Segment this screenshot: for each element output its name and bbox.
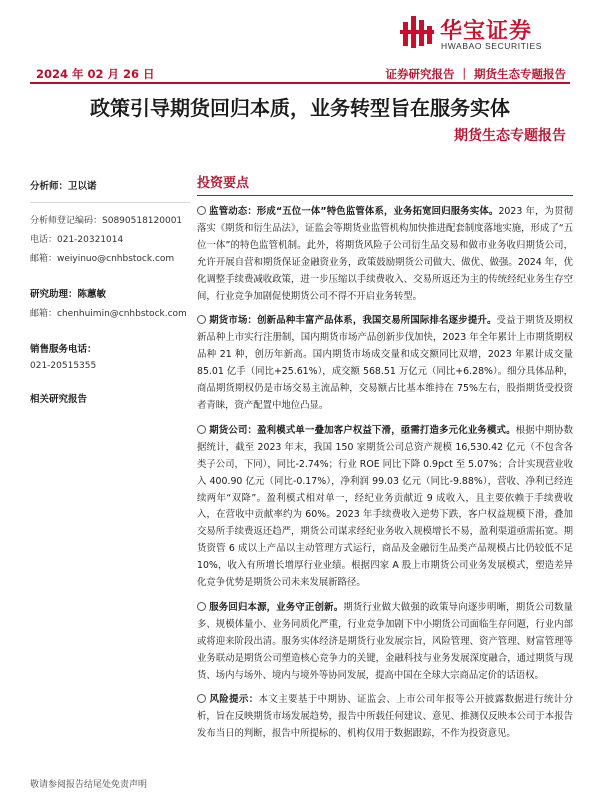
paragraph-risk xyxy=(197,692,573,743)
report-series: 证券研究报告 ｜ 期货生态专题报告 xyxy=(385,67,566,81)
paragraph-market xyxy=(197,313,573,414)
paragraph-lead: 监管动态：形成“五位一体”特色监管体系，业务拓宽回归服务实体。 xyxy=(209,206,499,217)
header-bar xyxy=(30,62,570,84)
paragraph-text: 2023 年，为贯彻落实《期货和衍生品法》，证监会等期货业监管机构加快推进配套制度落地实施，形成了“五位一体”的特色监管机制。此外，将期货风险子公司衍生品交易和做市业务收归期货公司，允许开展自营和期货保证金融资业务，政策鼓励期货公司做大、做优、做强。2024 年，优化调整手续费减收政策，进一步压缩以手续费收入、交易所返还为主的传统经纪业务生存空间，行业竞争加剧促使期货公司不得不开启业务转型。 xyxy=(197,206,574,302)
paragraph-regulation xyxy=(197,204,573,305)
analyst-heading: 分析师：卫以诺 xyxy=(30,181,97,192)
author-sidebar xyxy=(30,178,190,421)
circle-bullet-icon xyxy=(197,315,206,324)
assistant-email: 邮箱：chenhuimin@cnhbstock.com xyxy=(30,309,187,319)
circle-bullet-icon xyxy=(197,602,206,611)
circle-bullet-icon xyxy=(197,694,206,703)
report-date: 2024 年 02 月 26 日 xyxy=(36,67,155,81)
paragraph-lead: 期货市场：创新品种丰富产品体系，我国交易所国际排名逐步提升。 xyxy=(209,315,497,327)
paragraph-lead: 期货公司：盈利模式单一叠加客户权益下滑，亟需打造多元化业务模式。 xyxy=(209,424,516,436)
company-logo xyxy=(400,14,570,54)
disclaimer-note: 敬请参阅报告结尾处免责声明 xyxy=(30,780,148,790)
divider xyxy=(30,202,190,203)
sales-phone: 021-20515355 xyxy=(30,361,97,371)
paragraph-lead: 风险提示： xyxy=(209,694,259,706)
report-type: 期货生态专题报告 xyxy=(454,128,566,144)
sales-block xyxy=(30,341,190,371)
paragraph-lead: 服务回归本源，业务守正创新。 xyxy=(209,601,344,613)
assistant-heading: 研究助理：陈蕙敏 xyxy=(30,289,107,300)
analyst-cert: 分析师登记编码：S0890518120001 xyxy=(30,216,183,226)
paragraph-text: 根据中期协数据统计，截至 2023 年末，我国 150 家期货公司总资产规模 16,530.42 亿元（不包含各类子公司，下同），同比-2.74%；行业 ROE 同比下降 0.9pct 至 5.07%；合计实现营业收入 400.90 亿元（同比-0.17%），净利润 99.03 亿元（同比-9.88%），营收、净利已经连续两年“双降”。盈利模式相对单一，经纪业务贡献近 9 成收入，且主要依赖于手续费收入，在营收中贡献率约为 60%。2023 年手续费收入逆势下跌，客户权益规模下滑，叠加交易所手续费返还趋严，期货公司谋求经纪业务收入规模增长不易，盈利渠道亟需拓宽。期货资管 6 成以上产品以主动管理方式运行，商品及金融衍生品类产品规模占比仍较低不足 10%，收入有所增长增厚行业业绩。根据四家 A 股上市期货公司业务发展模式，塑造差异化竞争优势是期货公司未来发展新路径。 xyxy=(197,424,573,589)
analyst-email: 邮箱：weiyinuo@cnhbstock.com xyxy=(30,254,175,264)
paragraph-companies xyxy=(197,423,573,592)
investment-summary xyxy=(197,172,573,743)
brand-name-cn: 华宝证券 xyxy=(440,19,533,44)
sales-heading: 销售服务电话： xyxy=(30,344,97,355)
related-block xyxy=(30,391,190,405)
page-title: 政策引导期货回归本质，业务转型旨在服务实体 xyxy=(90,96,510,120)
analyst-block xyxy=(30,178,190,264)
circle-bullet-icon xyxy=(197,206,206,215)
analyst-phone: 电话：021-20321014 xyxy=(30,235,124,245)
hwabao-logo-icon xyxy=(400,14,434,50)
related-reports-heading: 相关研究报告 xyxy=(30,394,88,405)
paragraph-text: 期货行业做大做强的政策导向逐步明晰，期货公司数量多、规模体量小、业务同质化严重，行业竞争加剧下中小期货公司面临生存问题，行业内部或将迎来阶段出清。服务实体经济是期货行业发展宗旨，风险管理、资产管理、财富管理等业务联动是期货公司塑造核心竞争力的关键，金融科技与业务发展深度融合，通过期货与现货、场内与场外、境内与境外等协同发展，提高中国在全球大宗商品定价的话语权。 xyxy=(197,601,573,681)
section-title: 投资要点 xyxy=(197,172,573,196)
paragraph-service xyxy=(197,600,573,685)
assistant-block xyxy=(30,286,190,319)
paragraph-text: 本文主要基于中期协、证监会、上市公司年报等公开披露数据进行统计分析，旨在反映期货市场发展趋势，报告中所载任何建议、意见、推测仅反映本公司于本报告发布当日的判断，报告中所提标的、机构仅用于数据跟踪，不作为投资意见。 xyxy=(197,694,573,740)
paragraph-text: 受益于期货及期权新品种上市实行注册制，国内期货市场产品创新步伐加快，2023 年全年累计上市期货期权品种 21 种，创历年新高。国内期货市场成交量和成交额同比双增，2023 年累计成交量 85.01 亿手（同比+25.61%），成交额 568.51 万亿元（同比+6.28%）。细分具体品种，商品期货期权仍是市场交易主流品种，交易额占比基本维持在 75%左右，股指期货受投资者青睐，资产配置中地位凸显。 xyxy=(197,315,573,411)
circle-bullet-icon xyxy=(197,425,206,434)
brand-name-en: HWABAO SECURITIES xyxy=(441,41,543,51)
